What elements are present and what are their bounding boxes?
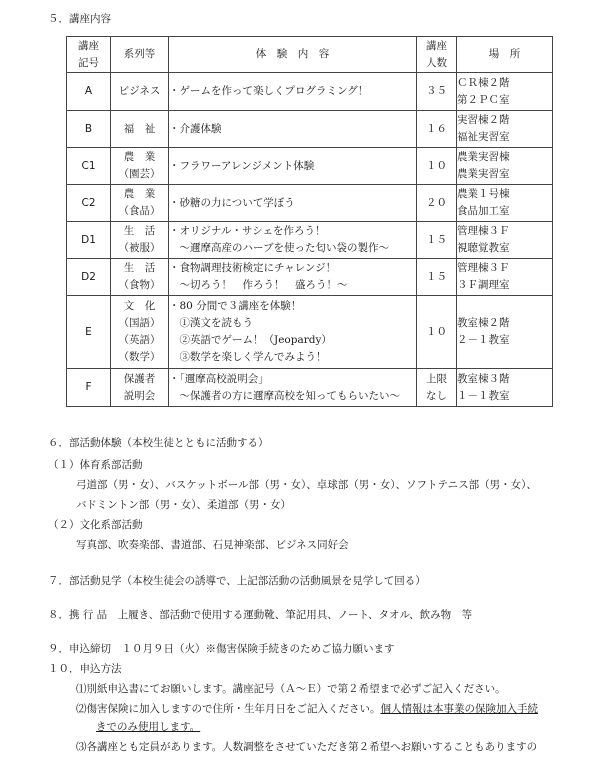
series-line: 保護者	[123, 372, 156, 385]
place-line: 食品加工室	[457, 205, 510, 217]
course-series	[111, 369, 169, 407]
count-line: １６	[426, 122, 447, 135]
course-place	[457, 148, 553, 185]
place-line: 農業１号棟	[457, 188, 510, 200]
content-line: ・80 分間で３講座を体験！	[169, 300, 302, 312]
course-series	[111, 111, 169, 148]
course-series	[111, 185, 169, 222]
course-table	[66, 36, 553, 407]
content-line: ③数学を楽しく学んでみよう！	[169, 351, 327, 363]
content-line: ～切ろう！ 作ろう！ 盛ろう！～	[169, 279, 348, 291]
count-line: なし	[426, 389, 447, 402]
course-code: D1	[67, 222, 111, 259]
course-place	[457, 259, 553, 296]
content-line: ～保護者の方に邇摩高校を知ってもらいたい～	[169, 389, 400, 402]
series-line: （被服）	[118, 242, 161, 254]
application-item2-text: ⑵傷害保険に加入しますので住所・生年月日をご記入ください。	[76, 703, 381, 715]
header-code-line1: 講座	[78, 39, 99, 52]
course-content	[169, 222, 417, 259]
content-line: ・「邇摩高校説明会」	[169, 372, 269, 385]
content-line: ②英語でゲーム！（Jeopardy）	[169, 334, 332, 346]
section6-sub1: （１）体育系部活動	[48, 459, 143, 471]
course-place	[457, 111, 553, 148]
place-line: ＣＲ棟２階	[457, 76, 510, 89]
course-place	[457, 369, 553, 407]
table-header-row	[67, 37, 553, 73]
course-code: C1	[67, 148, 111, 185]
table-row	[67, 259, 553, 296]
table-row	[67, 222, 553, 259]
count-line: ３５	[426, 85, 447, 97]
header-count-line1: 講座	[426, 39, 447, 52]
table-row	[67, 148, 553, 185]
header-content: 体 験 内 容	[169, 37, 417, 73]
place-line: 視聴覚教室	[457, 242, 510, 254]
place-line: 農業実習室	[457, 168, 510, 180]
content-line: ①漢文を読もう	[169, 317, 253, 329]
header-count-line2: 人数	[426, 56, 447, 69]
place-line: ２－１教室	[457, 334, 510, 346]
series-line: 農 業	[123, 188, 156, 200]
course-code: F	[67, 369, 111, 407]
place-line: 教室棟２階	[457, 317, 510, 329]
place-line: ３Ｆ調理室	[457, 279, 510, 291]
count-line: １５	[426, 270, 447, 283]
content-line: ・オリジナル・サシェを作ろう！	[169, 225, 326, 237]
sports-clubs-line1: 弓道部（男・女）、バスケットボール部（男・女）、卓球部（男・女）、ソフトテニス部（男・女）、	[76, 479, 537, 491]
course-series	[111, 222, 169, 259]
section7-title: ７．部活動見学（本校生徒会の誘導で、上記部活動の活動風景を見学して回る）	[48, 575, 426, 587]
course-code: A	[67, 73, 111, 111]
series-line: 農 業	[123, 151, 156, 163]
section8-title: ８．携 行 品 上履き、部活動で使用する運動靴、筆記用具、ノート、タオル、飲み物 等	[48, 609, 473, 621]
table-row	[67, 185, 553, 222]
course-place	[457, 185, 553, 222]
course-count	[417, 185, 457, 222]
series-line: ビジネス	[118, 85, 161, 97]
content-line: ・ゲームを作って楽しくプログラミング！	[169, 85, 369, 97]
course-count	[417, 73, 457, 111]
table-row	[67, 73, 553, 111]
count-line: １０	[426, 325, 447, 338]
place-line: 福祉実習室	[457, 131, 510, 143]
course-count	[417, 148, 457, 185]
culture-clubs-line: 写真部、吹奏楽部、書道部、石見神楽部、ビジネス同好会	[76, 539, 349, 551]
course-code: E	[67, 296, 111, 369]
course-count	[417, 259, 457, 296]
sports-clubs-line2: バドミントン部（男・女）、柔道部（男・女）	[76, 499, 292, 511]
application-item1: ⑴別紙申込書にてお願いします。講座記号（Ａ～Ｅ）で第２希望まで必ずご記入ください。	[76, 683, 506, 695]
course-content	[169, 111, 417, 148]
application-item3: ⑶各講座とも定員があります。人数調整をさせていただき第２希望へお願いすることもありますの	[76, 741, 538, 753]
series-line: 説明会	[123, 389, 156, 402]
course-count	[417, 111, 457, 148]
course-series	[111, 296, 169, 369]
privacy-note-cont: きでのみ使用します。	[96, 721, 201, 733]
privacy-note: 個人情報は本事業の保険加入手続	[380, 703, 538, 715]
content-line: ・フラワーアレンジメント体験	[169, 159, 315, 172]
header-code	[67, 37, 111, 73]
header-count	[417, 37, 457, 73]
table-row	[67, 369, 553, 407]
count-line: 上限	[426, 372, 447, 385]
place-line: 農業実習棟	[457, 151, 510, 163]
place-line: 管理棟３Ｆ	[457, 225, 510, 237]
place-line: 実習棟２階	[457, 114, 510, 126]
content-line: ・砂糖の力について学ぼう	[169, 196, 295, 209]
place-line: 第２ＰＣ室	[457, 93, 510, 106]
header-place: 場 所	[457, 37, 553, 73]
course-content	[169, 259, 417, 296]
series-line: （国語）	[118, 317, 161, 329]
course-code: D2	[67, 259, 111, 296]
content-line: ・食物調理技術検定にチャレンジ！	[169, 262, 337, 274]
course-place	[457, 73, 553, 111]
application-item2	[76, 704, 538, 715]
course-series	[111, 259, 169, 296]
course-content	[169, 148, 417, 185]
content-line: ～邇摩高産のハーブを使った匂い袋の製作～	[169, 242, 389, 254]
series-line: （英語）	[118, 334, 161, 346]
count-line: １０	[426, 159, 447, 172]
series-line: （食品）	[118, 205, 161, 217]
section9-title: ９．申込締切 １０月９日（火）※傷害保険手続きのためご協力願います	[48, 643, 395, 655]
section6-sub2: （２）文化系部活動	[48, 519, 143, 531]
series-line: （園芸）	[118, 168, 161, 180]
series-line: （数学）	[118, 351, 161, 363]
count-line: ２０	[426, 196, 447, 209]
section10-title: １０．申込方法	[48, 663, 122, 675]
course-series	[111, 73, 169, 111]
course-series	[111, 148, 169, 185]
header-series: 系列等	[111, 37, 169, 73]
course-content	[169, 369, 417, 407]
course-content	[169, 185, 417, 222]
course-content	[169, 296, 417, 369]
content-line: ・介護体験	[169, 122, 222, 135]
series-line: 文 化	[123, 300, 156, 312]
course-code: B	[67, 111, 111, 148]
course-code: C2	[67, 185, 111, 222]
count-line: １５	[426, 233, 447, 246]
series-line: 生 活	[123, 262, 156, 274]
section6-title: ６．部活動体験（本校生徒とともに活動する）	[48, 437, 269, 449]
course-content	[169, 73, 417, 111]
course-count	[417, 296, 457, 369]
series-line: 生 活	[123, 225, 156, 237]
section5-title: ５．講座内容	[48, 13, 111, 25]
course-place	[457, 296, 553, 369]
place-line: 管理棟３Ｆ	[457, 262, 510, 274]
table-row	[67, 111, 553, 148]
series-line: （食物）	[118, 279, 161, 291]
header-code-line2: 記号	[78, 56, 99, 69]
table-row	[67, 296, 553, 369]
course-place	[457, 222, 553, 259]
place-line: １－１教室	[457, 389, 510, 402]
place-line: 教室棟３階	[457, 372, 510, 385]
series-line: 福 祉	[123, 122, 156, 135]
course-count	[417, 222, 457, 259]
course-count	[417, 369, 457, 407]
